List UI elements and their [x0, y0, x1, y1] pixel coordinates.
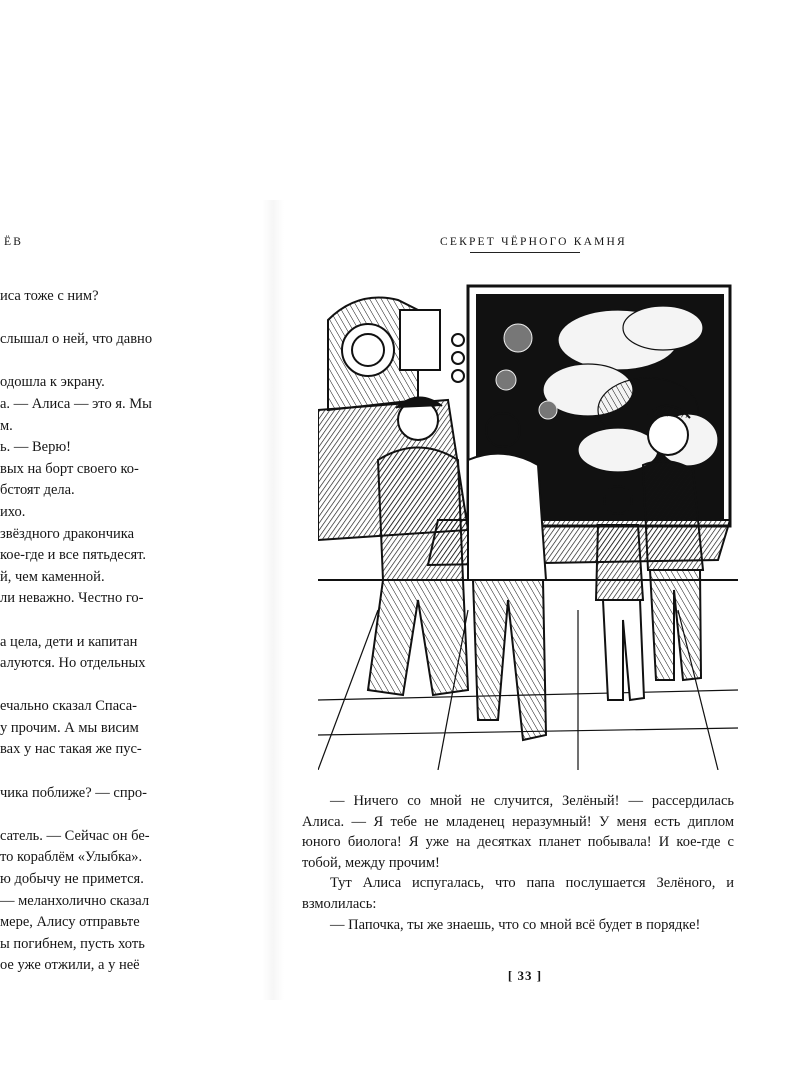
text-line: бстоят дела.	[0, 482, 75, 499]
text-line: одошла к экрану.	[0, 374, 105, 391]
text-line: а. — Алиса — это я. Мы	[0, 395, 152, 412]
text-line: ли неважно. Честно го-	[0, 590, 144, 607]
gutter-shadow	[262, 200, 284, 1000]
text-line: вах у нас такая же пус-	[0, 741, 142, 758]
text-line: то кораблём «Улыбка».	[0, 849, 143, 866]
text-line	[0, 610, 180, 632]
text-line	[0, 308, 180, 330]
text-line: ь. — Верю!	[0, 439, 72, 456]
text-line: й, чем каменной.	[0, 568, 105, 585]
text-line: м.	[0, 417, 13, 434]
text-line: иса тоже с ним?	[0, 288, 99, 304]
text-line: кое-где и все пятьдесят.	[0, 547, 147, 564]
text-line: слышал о ней, что давно	[0, 331, 153, 348]
page-number: [ 33 ]	[507, 968, 543, 983]
text-line	[0, 675, 180, 697]
text-line	[0, 804, 180, 826]
text-line: а цела, дети и капитан	[0, 633, 138, 650]
paragraph: — Папочка, ты же знаешь, что со мной всё будет в порядке!	[330, 916, 701, 933]
text-line: — меланхолично сказал	[0, 892, 150, 909]
text-line: ое уже отжили, а у неё	[0, 957, 140, 974]
left-page-text	[0, 286, 180, 977]
text-line: алуются. Но отдельных	[0, 655, 146, 672]
text-line: вых на борт своего ко-	[0, 460, 139, 477]
right-page-text	[302, 791, 734, 935]
text-line: ы погибнем, пусть хоть	[0, 935, 145, 952]
text-line: чика поближе? — спро-	[0, 784, 147, 801]
text-line: ихо.	[0, 503, 26, 520]
text-line: у прочим. А мы висим	[0, 719, 139, 736]
left-running-head: ЁВ	[4, 236, 24, 248]
paragraph: Тут Алиса испугалась, что папа послушается Зелёного, и взмолилась:	[302, 875, 734, 912]
text-line	[0, 761, 180, 783]
running-head-rule	[470, 252, 580, 253]
text-line: ечально сказал Спаса-	[0, 698, 138, 715]
text-line: сатель. — Сейчас он бе-	[0, 827, 150, 844]
text-line: ю добычу не примется.	[0, 871, 144, 888]
text-line: мере, Алису отправьте	[0, 914, 140, 931]
text-line: звёздного дракончика	[0, 525, 135, 542]
right-running-head: СЕКРЕТ ЧЁРНОГО КАМНЯ	[440, 236, 627, 248]
text-line	[0, 351, 180, 373]
illustration	[318, 280, 738, 770]
paragraph: — Ничего со мной не случится, Зелёный! — рассердилась Алиса. — Я тебе не младенец неразумный! У меня есть диплом юного биолога! Я уже на десятках планет побывала! И кое-где с тобой, между прочим!	[302, 793, 734, 871]
